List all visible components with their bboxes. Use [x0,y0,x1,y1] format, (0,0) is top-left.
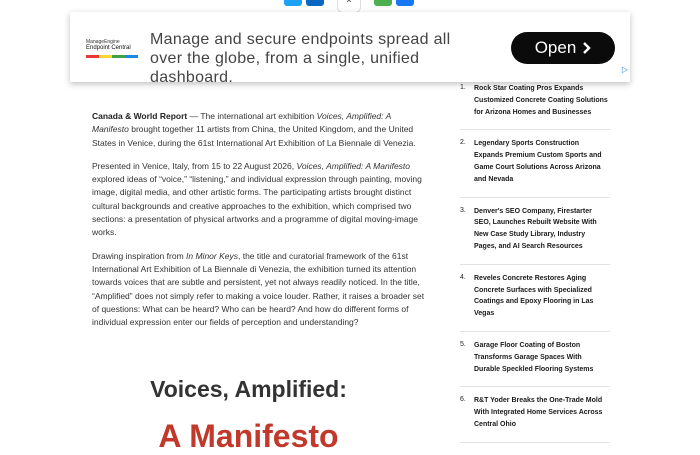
list-item[interactable] [460,206,610,265]
article-p3-end: , the title and curatorial framework of the 61st International Art Exhibition of La Biennale di Venezia, the exhibition turned its attention towards voices that are subtle and persistent, yet not always readily noticed. In the title, “Amplified” does not simply refer to making a voice louder. Rather, it raises a broader set of questions: What can be heard? Who can be heard? And how do different forms of individual expression enter our fields of perception and understanding? [92,250,425,328]
article-paragraph-1 [92,110,427,150]
article-paragraph-2 [92,160,427,240]
linkedin-share-icon[interactable] [306,0,324,6]
article-dateline[interactable]: Canada & World Report [92,111,188,121]
ad-logo-color-bar [86,55,138,58]
ad-open-button[interactable] [511,32,615,64]
related-news-list [460,83,610,451]
twitter-share-icon[interactable] [284,0,302,6]
list-item[interactable] [460,340,610,387]
list-item-number: 3. [460,206,466,214]
ad-banner[interactable] [70,12,630,86]
list-item-number: 1. [460,84,466,91]
list-item-number: 2. [460,139,466,147]
list-item-number: 4. [460,273,466,281]
article-p2-end: explored ideas of “voice,” “listening,” and individual expression through painting, moving image, digital media, and other artistic forms. The participating artists brought distinct cultural backgrounds and creative approaches to the exhibition, which comprised two sections: a presentation of physical artworks and a programme of digital moving-image works. [92,174,422,238]
list-item-number: 5. [460,340,466,348]
ad-choices-icon[interactable]: ▷ [621,65,628,74]
article-p2-title: Voices, Amplified: A Manifesto [296,160,411,171]
list-item[interactable] [460,83,610,130]
list-item[interactable] [460,273,610,332]
share-buttons-right [374,0,414,6]
facebook-share-icon[interactable] [396,0,414,6]
list-item-number: 6. [460,396,466,404]
ad-logo-brand: ManageEngine [86,39,120,45]
article-p3-start: Drawing inspiration from [92,250,184,261]
chevron-up-icon: ⌃ [344,0,354,10]
article-p3-title: In Minor Keys [186,250,238,261]
article-paragraph-3 [92,250,427,330]
article-p1-lead: — The international art exhibition [189,111,315,121]
share-buttons [284,0,324,6]
ad-logo [86,39,138,58]
article-p2-start: Presented in Venice, Italy, from 15 to 22 August 2026, [92,160,295,171]
list-item-link[interactable]: Legendary Sports Construction Expands Premium Custom Sports and Game Court Solutions Across Arizona and Nevada [474,140,602,183]
article-p1-title: Voices, Amplified: A Manifesto [92,111,391,135]
chevron-right-icon [582,42,591,54]
article-body [92,110,427,339]
list-item-link[interactable]: Rock Star Coating Pros Expands Customized Concrete Coating Solutions for Arizona Homes and Businesses [474,85,608,116]
list-item-link[interactable]: Garage Floor Coating of Boston Transforms Garage Spaces With Durable Speckled Flooring Systems [474,341,594,373]
article-p1-end: brought together 11 artists from China, the United Kingdom, and the United States in Venice, during the 61st International Art Exhibition of La Biennale di Venezia. [92,124,416,148]
whatsapp-share-icon[interactable] [374,0,392,6]
list-item-link[interactable]: R&T Yoder Breaks the One-Trade Mold With Integrated Home Services Across Central Ohio [474,397,603,428]
list-item[interactable] [460,138,610,197]
ad-open-label: Open [534,38,577,57]
list-item[interactable] [460,395,610,442]
ad-text[interactable]: Manage and secure endpoints spread all over the globe, from a single, unified dashboard. [150,31,451,86]
poster-title-line-2: A Manifesto [158,418,339,454]
list-item-link[interactable]: Reveles Concrete Restores Aging Concrete Surfaces with Specialized Coatings and Epoxy Flooring in Las Vegas [474,274,594,318]
poster-title-line-1: Voices, Amplified: [150,376,347,402]
ad-logo-product: Endpoint Central [86,45,131,51]
list-item-link[interactable]: Denver's SEO Company, Firestarter SEO, Launches Rebuilt Website With New Case Study Library, Industry Pages, and AI Search Resources [474,207,597,250]
